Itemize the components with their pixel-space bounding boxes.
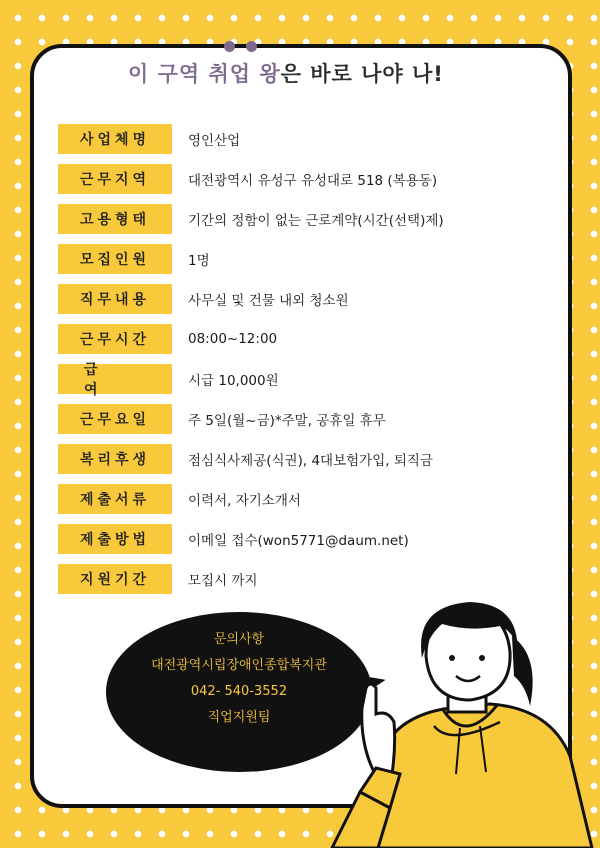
title-rest: 은 바로 나야 나!	[280, 62, 444, 86]
row-value: 이메일 접수(won5771@daum.net)	[188, 533, 409, 549]
row-label: 근무요일	[58, 404, 172, 434]
row-label: 근무지역	[58, 164, 172, 194]
row-value: 시급 10,000원	[188, 373, 279, 389]
dot-icon	[224, 41, 235, 52]
row-label: 사업체명	[58, 124, 172, 154]
title-decoration-dots	[224, 41, 264, 55]
info-row-hours	[58, 324, 558, 354]
info-row-period	[58, 564, 558, 594]
row-label: 급 여	[58, 364, 172, 394]
row-label: 복리후생	[58, 444, 172, 474]
row-label: 제출서류	[58, 484, 172, 514]
pointing-person-illustration	[330, 596, 600, 848]
info-row-location	[58, 164, 558, 194]
info-row-benefits	[58, 444, 558, 474]
row-label: 지원기간	[58, 564, 172, 594]
row-value: 08:00~12:00	[188, 331, 278, 347]
row-value: 1명	[188, 253, 210, 269]
contact-heading: 문의사항	[213, 632, 265, 647]
info-row-duties	[58, 284, 558, 314]
row-value: 영인산업	[188, 133, 241, 149]
info-row-employment-type	[58, 204, 558, 234]
row-label: 모집인원	[58, 244, 172, 274]
row-label: 고용형태	[58, 204, 172, 234]
contact-team: 직업지원팀	[207, 710, 271, 725]
dot-icon	[246, 41, 257, 52]
title-highlight: 이 구역 취업 왕	[128, 62, 281, 86]
contact-org: 대전광역시립장애인종합복지관	[151, 658, 327, 673]
row-value: 사무실 및 건물 내외 청소원	[188, 293, 349, 309]
row-value: 점심식사제공(식권), 4대보험가입, 퇴직금	[188, 453, 433, 469]
info-row-submission	[58, 524, 558, 554]
row-value: 이력서, 자기소개서	[188, 493, 301, 509]
row-label: 직무내용	[58, 284, 172, 314]
row-value: 모집시 까지	[188, 573, 258, 589]
info-row-headcount	[58, 244, 558, 274]
row-value: 주 5일(월~금)*주말, 공휴일 휴무	[188, 413, 386, 429]
row-value: 기간의 정함이 없는 근로계약(시간(선택)제)	[188, 213, 444, 229]
row-label: 제출방법	[58, 524, 172, 554]
row-label: 근무시간	[58, 324, 172, 354]
poster-title	[128, 58, 508, 98]
info-row-company	[58, 124, 558, 154]
info-row-salary	[58, 362, 558, 398]
contact-phone: 042- 540-3552	[190, 684, 288, 699]
info-row-documents	[58, 484, 558, 514]
info-row-workdays	[58, 404, 558, 434]
row-value: 대전광역시 유성구 유성대로 518 (복용동)	[188, 173, 438, 189]
